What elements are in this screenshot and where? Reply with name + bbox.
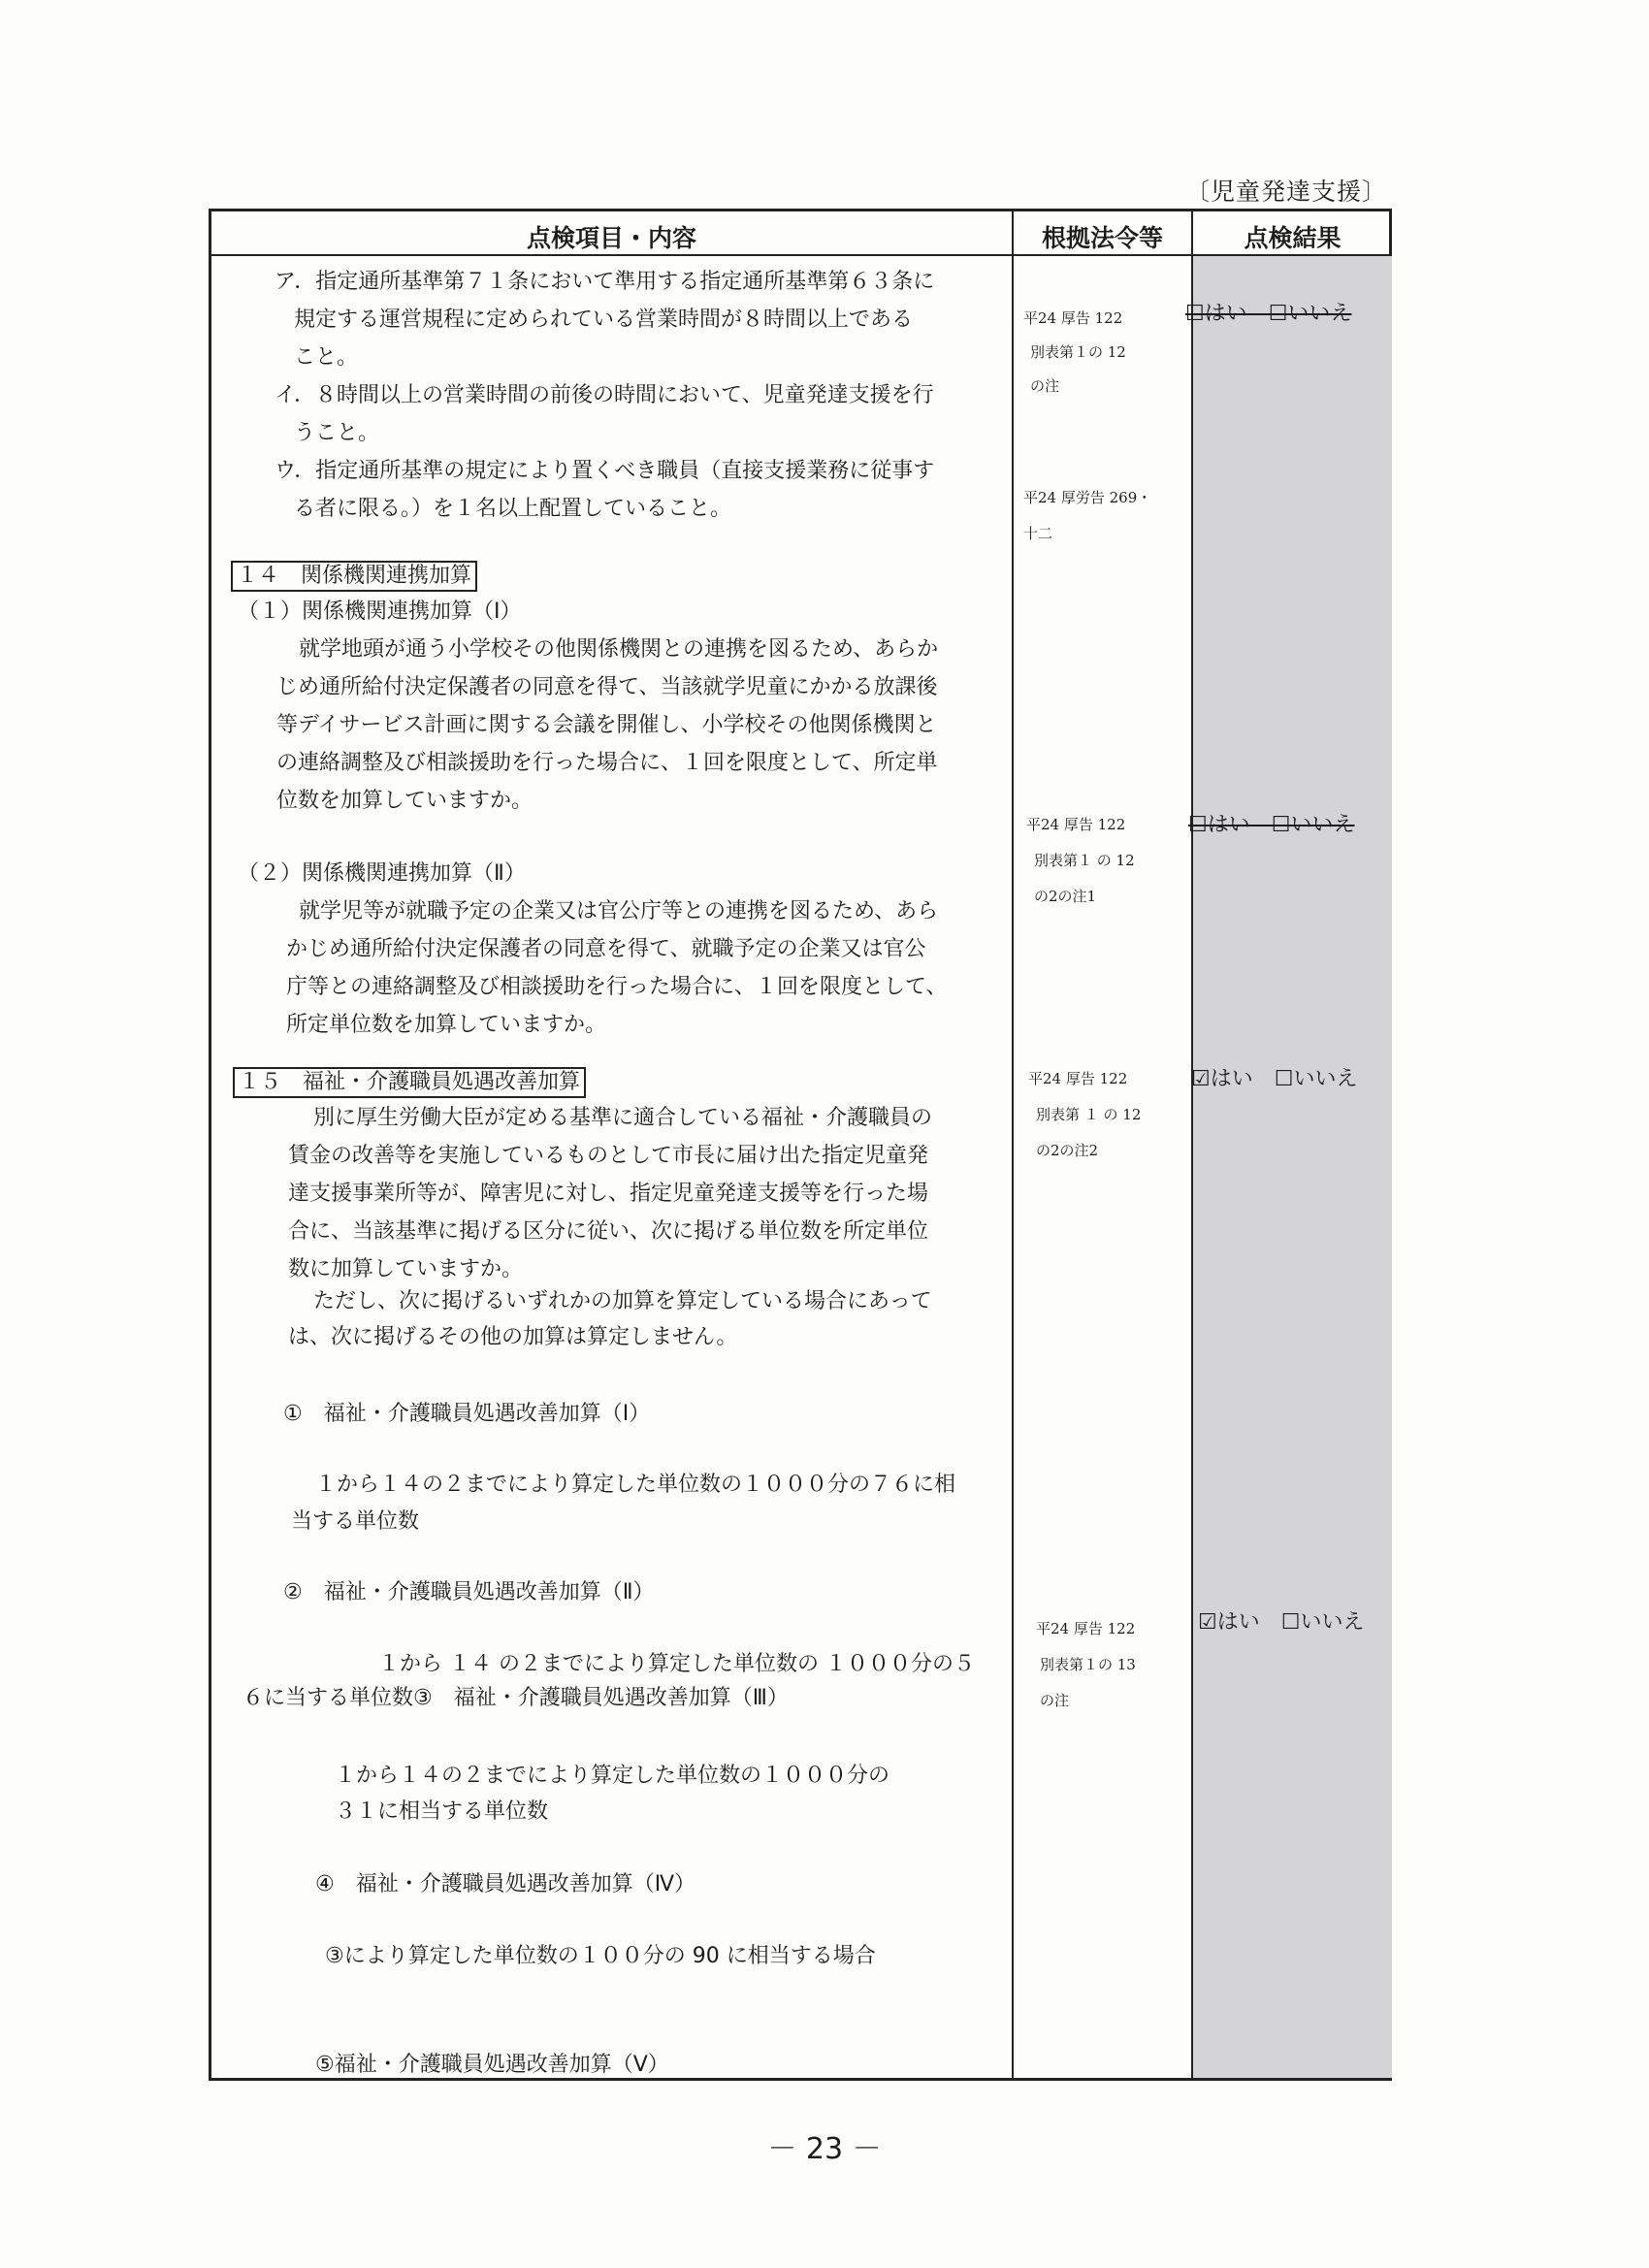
sub-item-body: ３１に相当する単位数 (335, 1799, 549, 1824)
sec14-body: 位数を加算していますか。 (276, 789, 534, 813)
law-ref: の注 (1040, 1692, 1070, 1709)
category-label: 〔児童発達支援〕 (1185, 178, 1388, 206)
sec15-body: 合に、当該基準に掲げる区分に従い、次に掲げる単位数を所定単位 (288, 1219, 929, 1244)
sec14-body: かじめ通所給付決定保護者の同意を得て、就職予定の企業又は官公 (286, 937, 926, 961)
result-column-shading (1193, 256, 1392, 2078)
block1-line: ア．指定通所基準第７１条において準用する指定通所基準第６３条に (275, 270, 935, 294)
sec14-body: 所定単位数を加算していますか。 (286, 1013, 607, 1037)
sec14-body: の連絡調整及び相談援助を行った場合に、１回を限度として、所定単 (276, 751, 938, 775)
block1-line: こと。 (294, 345, 359, 370)
block1-line: うこと。 (294, 421, 380, 445)
sec14-sub2: （２）関係機関連携加算（Ⅱ） (238, 861, 526, 886)
sec14-body: 等デイサービス計画に関する会議を開催し、小学校その他関係機関と (276, 713, 937, 737)
law-ref: 平24 厚労告 269・ (1023, 489, 1152, 506)
sub-item-body: １から１４の２までにより算定した単位数の１０００分の７６に相 (315, 1473, 956, 1497)
sec15-body: 賃金の改善等を実施しているものとして市長に届け出た指定児童発 (288, 1144, 929, 1168)
law-ref: 別表第１ の 12 (1034, 852, 1135, 869)
law-ref: の注 (1030, 377, 1060, 395)
law-ref: 別表第 １ の 12 (1036, 1106, 1142, 1123)
block1-line: イ．８時間以上の営業時間の前後の時間において、児童発達支援を行 (275, 383, 934, 407)
law-ref: 別表第１の 12 (1030, 343, 1126, 361)
sub-item-body: ６に当する単位数③ 福祉・介護職員処遇改善加算（Ⅲ） (242, 1686, 789, 1710)
sec14-body: 就学児等が就職予定の企業又は官公庁等との連携を図るため、あら (299, 899, 939, 923)
sub-item-title: ⑤福祉・介護職員処遇改善加算（Ⅴ） (315, 2053, 669, 2077)
sec15-body: ただし、次に掲げるいずれかの加算を算定している場合にあって (313, 1289, 932, 1313)
law-ref: 平24 厚告 122 (1036, 1620, 1136, 1637)
header-item: 点検項目・内容 (526, 224, 696, 252)
sub-item-title: ① 福祉・介護職員処遇改善加算（Ⅰ） (283, 1402, 651, 1426)
sub-item-body: １から １４ の２までにより算定した単位数の １０００分の５ (378, 1652, 975, 1676)
law-ref: 別表第１の 13 (1040, 1656, 1136, 1673)
sec14-sub1: （１）関係機関連携加算（Ⅰ） (238, 599, 522, 624)
law-ref: 十二 (1023, 525, 1053, 542)
sec15-body: は、次に掲げるその他の加算は算定しません。 (288, 1325, 738, 1349)
header-result: 点検結果 (1244, 224, 1342, 252)
result-checkbox[interactable]: ☑はい ☐いいえ (1198, 1610, 1365, 1635)
law-ref: 平24 厚告 122 (1026, 816, 1126, 833)
sub-item-title: ④ 福祉・介護職員処遇改善加算（Ⅳ） (315, 1872, 696, 1896)
header-divider (211, 254, 1389, 256)
sec15-body: 達支援事業所等が、障害児に対し、指定児童発達支援等を行った場 (288, 1182, 929, 1206)
block1-line: る者に限る。）を１名以上配置していること。 (294, 497, 732, 521)
law-ref: 平24 厚告 122 (1028, 1070, 1128, 1087)
sec15-body: 数に加算していますか。 (288, 1257, 524, 1281)
sub-item-body: １から１４の２までにより算定した単位数の１０００分の (335, 1764, 890, 1788)
section-14-title: １４ 関係機関連携加算 (231, 561, 477, 592)
result-checkbox[interactable]: ☑はい ☐いいえ (1191, 1067, 1358, 1091)
result-checkbox[interactable]: ☐はい ☐いいえ (1188, 813, 1355, 837)
sub-item-title: ② 福祉・介護職員処遇改善加算（Ⅱ） (283, 1580, 655, 1604)
block1-line: ウ．指定通所基準の規定により置くべき職員（直接支援業務に従事す (275, 459, 935, 483)
law-ref: 平24 厚告 122 (1023, 309, 1123, 327)
sec14-body: 庁等との連絡調整及び相談援助を行った場合に、１回を限度として、 (286, 975, 948, 999)
header-law: 根拠法令等 (1041, 224, 1163, 252)
law-ref: の2の注2 (1036, 1142, 1099, 1159)
law-ref: の2の注1 (1034, 888, 1097, 905)
section-15-title: １５ 福祉・介護職員処遇改善加算 (233, 1067, 586, 1098)
sec14-body: 就学地頭が通う小学校その他関係機関との連携を図るため、あらか (299, 637, 939, 662)
sub-item-body: 当する単位数 (291, 1509, 420, 1534)
sec15-body: 別に厚生労働大臣が定める基準に適合している福祉・介護職員の (313, 1106, 933, 1130)
page-number: － 23 － (767, 2132, 882, 2166)
sec14-body: じめ通所給付決定保護者の同意を得て、当該就学児童にかかる放課後 (276, 675, 938, 699)
result-checkbox[interactable]: ☐はい ☐いいえ (1185, 302, 1352, 326)
block1-line: 規定する運営規程に定められている営業時間が８時間以上である (294, 308, 914, 332)
sub-item-body: ③により算定した単位数の１００分の 90 に相当する場合 (325, 1944, 876, 1968)
column-divider (1012, 211, 1014, 2078)
column-divider (1191, 211, 1193, 2078)
